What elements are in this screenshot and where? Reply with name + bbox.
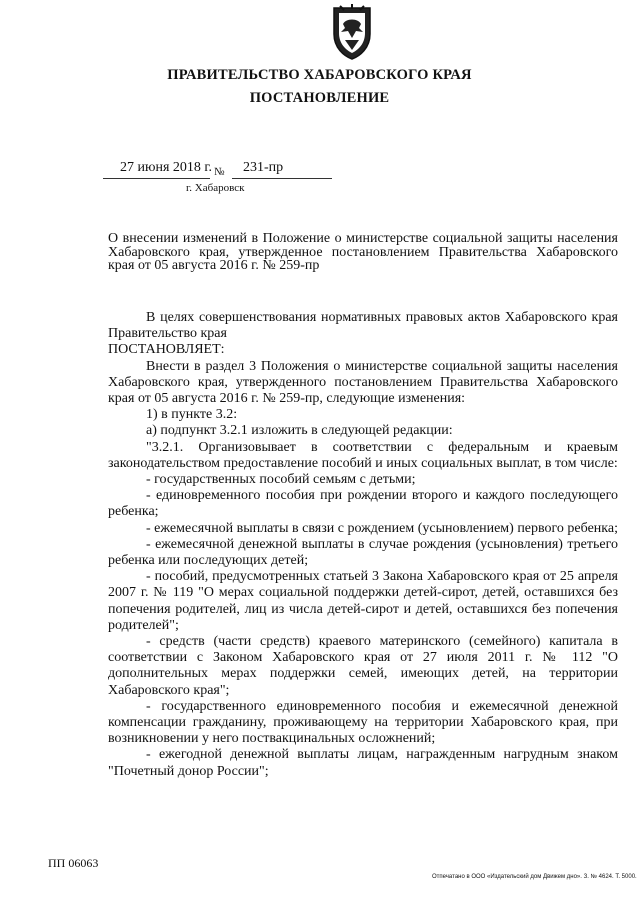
body-paragraph: "3.2.1. Организовывает в соответствии с федеральным и краевым законодательством предоставление пособий и иных социальных выплат, в том числе:	[108, 439, 618, 471]
number-underline	[232, 178, 332, 179]
document-body	[108, 310, 618, 780]
print-note: Отпечатано в ООО «Издательский дом Движем дно». З. № 4624. Т. 5000.	[432, 874, 637, 880]
body-paragraph: - государственных пособий семьям с детьми;	[146, 472, 416, 488]
authority-title: ПРАВИТЕЛЬСТВО ХАБАРОВСКОГО КРАЯ	[167, 67, 472, 83]
body-paragraph: - ежегодной денежной выплаты лицам, награжденным нагрудным знаком "Почетный донор России";	[108, 747, 618, 779]
body-paragraph: - единовременного пособия при рождении второго и каждого последующего ребенка;	[108, 488, 618, 520]
date-underline	[103, 178, 210, 179]
document-code: ПП 06063	[48, 856, 99, 870]
document-date: 27 июня 2018 г.	[120, 160, 213, 175]
city: г. Хабаровск	[186, 182, 245, 194]
body-paragraph: 1) в пункте 3.2:	[146, 407, 238, 423]
body-paragraph: - пособий, предусмотренных статьей 3 Закона Хабаровского края от 25 апреля 2007 г. № 119 "О мерах социальной поддержки детей-сирот, детей, оставшихся без попечения родителей, лиц из числа детей-сирот и детей, оставшихся без попечения родителей";	[108, 569, 618, 633]
body-paragraph: - государственного единовременного пособия и ежемесячной денежной компенсации гражданину, проживающему на территории Хабаровского края, при возникновении у него поствакцинальных осложнений;	[108, 698, 618, 747]
body-paragraph: - ежемесячной денежной выплаты в случае рождения (усыновления) третьего ребенка или последующих детей;	[108, 536, 618, 569]
body-paragraph: ПОСТАНОВЛЯЕТ:	[108, 342, 225, 358]
body-paragraph: а) подпункт 3.2.1 изложить в следующей редакции:	[146, 423, 453, 439]
number-sign: №	[214, 166, 225, 178]
document-type: ПОСТАНОВЛЕНИЕ	[249, 90, 390, 106]
body-paragraph: В целях совершенствования нормативных правовых актов Хабаровского края Правительство края	[108, 310, 618, 342]
body-paragraph: - ежемесячной выплаты в связи с рождением (усыновлением) первого ребенка;	[146, 520, 618, 536]
coat-of-arms-icon	[330, 4, 374, 60]
document-subject: О внесении изменений в Положение о министерстве социальной защиты населения Хабаровского края, утвержденное постановлением Правительства Хабаровского края от 05 августа 2016 г. № 259-пр	[108, 231, 618, 273]
body-paragraph: Внести в раздел 3 Положения о министерстве социальной защиты населения Хабаровского края, утвержденного постановлением Правительства Хабаровского края от 05 августа 2016 г. № 259-пр, следующие изменения:	[108, 358, 618, 407]
document-number: 231-пр	[243, 160, 284, 175]
body-paragraph: - средств (части средств) краевого материнского (семейного) капитала в соответствии с Законом Хабаровского края от 27 июля 2011 г. № 112 "О дополнительных мерах поддержки семей, имеющих детей, на территории Хабаровского края";	[108, 634, 618, 698]
